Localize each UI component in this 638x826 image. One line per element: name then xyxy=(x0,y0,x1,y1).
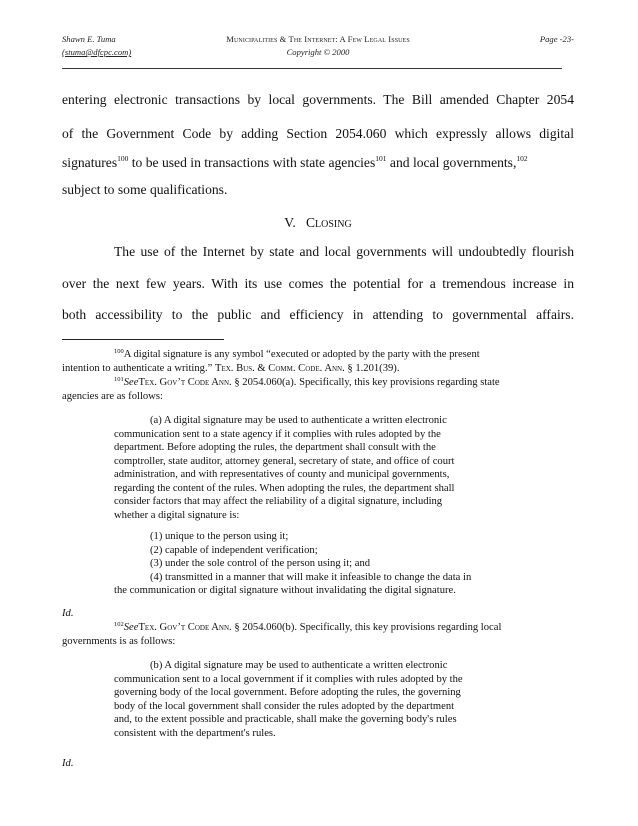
body-para2-line-2: over the next few years. With its use comes the potential for a tremendous increase in xyxy=(62,276,574,291)
list-item: (2) capable of independent verification; xyxy=(150,544,318,556)
body-para2-line-3: both accessibility to the public and efficiency in attending to governmental affairs. xyxy=(62,307,574,322)
footnote-number: 100 xyxy=(114,348,124,355)
section-title: Closing xyxy=(305,215,352,230)
list-continuation: the communication or digital signature without invalidating the digital signature. xyxy=(114,585,456,596)
quote-line: comptroller, state auditor, attorney general, secretary of state, and office of court xyxy=(114,455,455,467)
section-heading xyxy=(62,215,574,231)
body-line-4: subject to some qualifications. xyxy=(62,182,228,197)
header-email-link[interactable]: (stuma@dfcpc.com) xyxy=(62,47,132,57)
list-item: (3) under the sole control of the person using it; and xyxy=(150,558,371,569)
quote-line: governing body of the local government. Before adopting the rules, the governing xyxy=(114,687,461,698)
body-line-1: entering electronic transactions by local governments. The Bill amended Chapter 2054 xyxy=(62,92,574,107)
footnote-divider xyxy=(62,339,224,340)
footnote-ref-101[interactable]: 101 xyxy=(375,154,387,163)
footnote-100-line-1: $^{100}$A digital signature is any symbol “executed or adopted by the party with the present xyxy=(114,348,480,360)
header-copyright: Copyright © 2000 xyxy=(286,47,350,57)
footnote-number: 102 xyxy=(114,621,124,628)
quote-line: communication sent to a local government if it complies with rules adopted by the xyxy=(114,673,463,685)
body-line-2: of the Government Code by adding Section 2054.060 which expressly allows digital xyxy=(62,126,574,141)
header-divider xyxy=(62,68,562,69)
citation-id: Id. xyxy=(62,608,74,619)
list-item: (4) transmitted in a manner that will make it infeasible to change the data in xyxy=(150,571,472,583)
footnote-101-line-2: agencies are as follows: xyxy=(62,391,163,402)
quote-line: whether a digital signature is: xyxy=(114,509,240,521)
quote-line: department. Before adopting the rules, the department shall consult with the xyxy=(114,442,436,453)
quote-line: and, to the extent possible and practicable, shall make the governing body's rules xyxy=(114,714,457,725)
page-header xyxy=(62,33,574,73)
header-title: Municipalities & The Internet: A Few Legal Issues xyxy=(226,34,410,44)
quote-line: regarding the content of the rules. When adopting the rules, the department shall xyxy=(114,482,455,494)
footnote-number: 101 xyxy=(114,376,124,383)
quote-line: (b) A digital signature may be used to authenticate a written electronic xyxy=(150,660,448,671)
quote-line: body of the local government shall consider the rules adopted by the department xyxy=(114,700,455,712)
footnote-102-line-1: $^{102}$SeeTex. Gov’t Code Ann. § 2054.060(b). Specifically, this key provisions regarding local xyxy=(114,621,502,633)
body-line-3: signatures$^{100}$ to be used in transactions with state agencies$^{101}$ and local governments,$^{102}$ xyxy=(62,154,528,170)
footnote-102-line-2: governments is as follows: xyxy=(62,636,176,647)
citation-id: Id. xyxy=(62,758,74,769)
list-item: (1) unique to the person using it; xyxy=(150,531,289,542)
header-page-number: Page -23- xyxy=(539,34,574,44)
footnote-101-line-1: $^{101}$SeeTex. Gov’t Code Ann. § 2054.060(a). Specifically, this key provisions regarding state xyxy=(114,376,500,388)
quote-line: communication sent to a state agency if it complies with rules adopted by the xyxy=(114,428,441,440)
quote-line: consistent with the department's rules. xyxy=(114,727,276,739)
footnote-ref-102[interactable]: 102 xyxy=(516,154,528,163)
quote-line: administration, and with representatives of county and municipal governments, xyxy=(114,469,450,480)
header-author: Shawn E. Tuma xyxy=(62,34,116,44)
footnote-ref-100[interactable]: 100 xyxy=(117,154,129,163)
quote-line: consider factors that may affect the reliability of a digital signature, including xyxy=(114,496,443,507)
footnote-100-line-2: intention to authenticate a writing.” Tex. Bus. & Comm. Code. Ann. § 1.201(39). xyxy=(62,363,400,374)
body-para2-line-1: The use of the Internet by state and local governments will undoubtedly flourish xyxy=(114,244,574,259)
quote-line: (a) A digital signature may be used to authenticate a written electronic xyxy=(150,415,447,426)
section-number: V. xyxy=(284,215,296,230)
